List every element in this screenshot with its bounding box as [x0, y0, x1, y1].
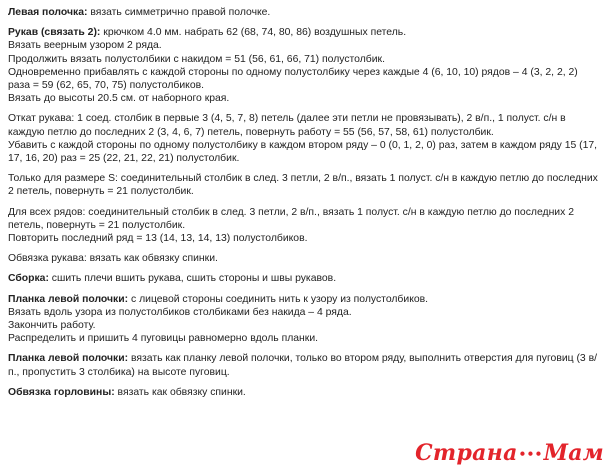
- section-heading: Сборка:: [8, 273, 49, 285]
- line-text: Одновременно прибавлять с каждой стороны по одному полустолбику через каждые 4 (6, 10, 10) рядов – 4 (3, 2, 2, 2): [8, 66, 578, 78]
- text-line: [8, 332, 606, 345]
- section-heading: Обвязка горловины:: [8, 386, 115, 398]
- text-line: [8, 139, 606, 152]
- paragraph: [8, 206, 606, 246]
- text-line: [8, 66, 606, 79]
- line-text: сшить плечи вшить рукава, сшить стороны и швы рукавов.: [48, 273, 337, 285]
- text-line: [8, 172, 606, 185]
- paragraph: [8, 112, 606, 165]
- line-text: Для всех рядов: соединительный столбик в след. 3 петли, 2 в/п., вязать 1 полуст. с/н в каждую петлю до последних 2: [8, 206, 574, 218]
- line-text: Закончить работу.: [8, 320, 96, 332]
- text-line: [8, 206, 606, 219]
- line-text: 2 петель, повернуть = 21 полустолбик.: [8, 186, 194, 198]
- line-text: вязать симметрично правой полочке.: [87, 7, 271, 18]
- section-heading: Планка левой полочки:: [8, 293, 129, 305]
- text-line: [8, 386, 606, 399]
- text-line: [8, 39, 606, 52]
- line-text: 17, 16, 20) раз = 25 (22, 21, 22, 21) полустолбик.: [8, 153, 240, 165]
- line-text: Продолжить вязать полустолбики с накидом = 51 (56, 61, 66, 71) полустолбик.: [8, 53, 385, 65]
- section-heading: Рукав (связать 2):: [8, 27, 101, 39]
- line-text: Откат рукава: 1 соед. столбик в первые 3 (4, 5, 7, 8) петель (далее эти петли не провязывать), 2 в/п., 1 полуст. с/н в: [8, 113, 566, 125]
- paragraph: [8, 386, 606, 399]
- text-line: [8, 79, 606, 92]
- line-text: Убавить с каждой стороны по одному полустолбику в каждом втором ряду – 0 (0, 1, 2, 0) раз, затем в каждом ряду 15 (17,: [8, 139, 598, 151]
- watermark-word-left: Страна: [415, 440, 518, 467]
- line-text: Повторить последний ряд = 13 (14, 13, 14, 13) полустолбиков.: [8, 233, 308, 245]
- line-text: Распределить и пришить 4 пуговицы равномерно вдоль планки.: [8, 333, 319, 345]
- text-line: [8, 366, 606, 379]
- paragraph: [8, 26, 606, 105]
- text-line: [8, 306, 606, 319]
- paragraph: [8, 6, 606, 19]
- text-line: [8, 232, 606, 245]
- text-line: [8, 126, 606, 139]
- text-line: [8, 185, 606, 198]
- paragraph: [8, 293, 606, 346]
- paragraph: [8, 352, 606, 378]
- text-line: [8, 112, 606, 125]
- line-text: вязать как планку левой полочки, только во втором ряду, выполнить отверстия для пуговиц (3 в/: [128, 353, 598, 365]
- line-text: крючком 4.0 мм. набрать 62 (68, 74, 80, 86) воздушных петель.: [100, 27, 407, 39]
- text-line: [8, 53, 606, 66]
- line-text: Только для размере S: соединительный столбик в след. 3 петли, 2 в/п., вязать 1 полуст. с/н в каждую петлю до последних: [8, 173, 598, 185]
- paragraph: [8, 172, 606, 198]
- watermark-dots: •••: [518, 446, 543, 461]
- line-text: Вязать до высоты 20.5 см. от наборного края.: [8, 93, 230, 105]
- line-text: с лицевой стороны соединить нить к узору из полустолбиков.: [128, 293, 429, 305]
- line-text: Вязать веерным узором 2 ряда.: [8, 40, 162, 52]
- text-line: [8, 92, 606, 105]
- watermark-word-right: Мам: [543, 440, 604, 467]
- paragraph: [8, 272, 606, 285]
- site-watermark-logo: [415, 440, 604, 467]
- line-text: Обвязка рукава: вязать как обвязку спинки.: [8, 253, 218, 265]
- text-line: [8, 219, 606, 232]
- section-heading: Левая полочка:: [8, 7, 88, 18]
- pattern-text: [8, 6, 606, 406]
- section-heading: Планка левой полочки:: [8, 353, 129, 365]
- text-line: [8, 6, 606, 19]
- line-text: петель, повернуть = 21 полустолбик.: [8, 219, 186, 231]
- line-text: вязать как обвязку спинки.: [114, 386, 246, 398]
- paragraph: [8, 252, 606, 265]
- text-line: [8, 293, 606, 306]
- line-text: п., пропустить 3 столбика) на высоте пуговиц.: [8, 366, 230, 378]
- text-line: [8, 252, 606, 265]
- text-line: [8, 26, 606, 39]
- line-text: каждую петлю до последних 2 (3, 4, 6, 7) петель, повернуть работу = 55 (56, 57, 58, 61) полустолбик.: [8, 126, 494, 138]
- text-line: [8, 352, 606, 365]
- text-line: [8, 272, 606, 285]
- text-line: [8, 319, 606, 332]
- line-text: Вязать вдоль узора из полустолбиков столбиками без накида – 4 ряда.: [8, 306, 352, 318]
- text-line: [8, 152, 606, 165]
- line-text: раза = 59 (62, 65, 70, 75) полустолбиков.: [8, 80, 205, 92]
